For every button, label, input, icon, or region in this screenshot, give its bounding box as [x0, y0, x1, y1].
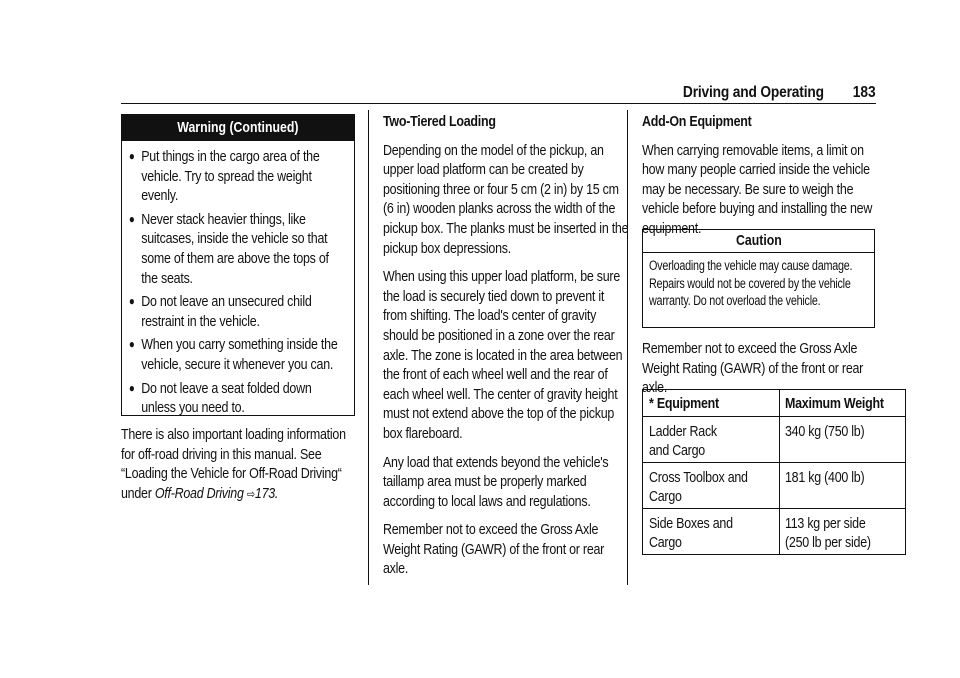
table-cell: 340 kg (750 lb) — [785, 423, 865, 440]
section-title: Driving and Operating — [683, 84, 824, 101]
column-divider-1 — [368, 110, 369, 585]
warning-list — [124, 147, 345, 418]
table-cell: Side Boxes and Cargo — [649, 515, 733, 551]
bullet-icon: ● — [128, 380, 135, 395]
list-item: ● Put things in the cargo area of the vehicle. Try to spread the weight evenly. — [128, 148, 320, 205]
paragraph: Remember not to exceed the Gross Axle Weight Rating (GAWR) of the front or rear axle. — [383, 521, 605, 578]
caution-title: Caution — [643, 230, 874, 253]
bullet-icon: ● — [128, 294, 135, 309]
paragraph: When using this upper load platform, be sure the load is securely tied down to prevent it from shifting. The load's center of gravity should be positioned in a zone over the rear axle. The zone is located in the area between the front of each wheel well and the rear of each wheel well. The center of gravity height must not extend above the top of the pickup box flareboard. — [383, 268, 623, 442]
bullet-icon: ● — [128, 337, 135, 352]
middle-column — [383, 112, 629, 579]
two-tiered-heading: Two-Tiered Loading — [383, 113, 496, 130]
add-on-section — [642, 112, 880, 239]
add-on-heading: Add-On Equipment — [642, 113, 752, 130]
loading-info-paragraph: There is also important loading information for off-road driving in this manual. See “Loading the Vehicle for Off-Road Driving“ under Off-Road Driving ⇨173. — [121, 426, 346, 502]
header-rule — [121, 103, 876, 104]
warning-box — [121, 114, 355, 416]
weight-table — [642, 389, 906, 555]
table-cell: 113 kg per side (250 lb per side) — [785, 515, 871, 551]
table-header: Maximum Weight — [785, 395, 884, 412]
warning-title: Warning (Continued) — [122, 115, 354, 141]
table-header-row — [643, 390, 906, 417]
table-header: * Equipment — [649, 395, 719, 412]
list-item: ● When you carry something inside the vehicle, secure it whenever you can. — [128, 336, 338, 373]
list-item: ● Do not leave an unsecured child restraint in the vehicle. — [128, 293, 312, 330]
gawr-paragraph: Remember not to exceed the Gross Axle Weight Rating (GAWR) of the front or rear axle. — [642, 340, 864, 397]
paragraph: When carrying removable items, a limit on how many people carried inside the vehicle may be necessary. Be sure to weigh the vehicle before buying and installing the new equipment. — [642, 141, 873, 237]
table-cell: Ladder Rack and Cargo — [649, 423, 717, 459]
bullet-icon: ● — [128, 211, 135, 226]
table-cell: 181 kg (400 lb) — [785, 469, 865, 486]
page-ref[interactable]: 173. — [254, 484, 279, 502]
caution-box — [642, 229, 875, 328]
paragraph: Depending on the model of the pickup, an upper load platform can be created by positioning three or four 5 cm (2 in) by 15 cm (6 in) wooden planks across the width of the pickup box. The planks must be inserted in the pickup box depressions. — [383, 141, 629, 257]
list-item: ● Never stack heavier things, like suitcases, inside the vehicle so that some of them are above the tops of the seats. — [128, 210, 329, 287]
paragraph: Any load that extends beyond the vehicle's taillamp area must be properly marked according to local laws and regulations. — [383, 453, 609, 510]
table-row — [643, 417, 906, 463]
table-row — [643, 463, 906, 509]
bullet-icon: ● — [128, 149, 135, 163]
table-row — [643, 509, 906, 555]
caution-text: Overloading the vehicle may cause damage. Repairs would not be covered by the vehicle warranty. Do not overload the vehicle. — [649, 258, 853, 308]
page-ref-arrow-icon: ⇨ — [246, 486, 255, 501]
page-header — [121, 84, 876, 104]
page-number: 183 — [853, 84, 876, 101]
list-item: ● Do not leave a seat folded down unless you need to. — [128, 379, 312, 417]
off-road-driving-link[interactable]: Off-Road Driving — [154, 484, 244, 502]
table-cell: Cross Toolbox and Cargo — [649, 469, 748, 505]
